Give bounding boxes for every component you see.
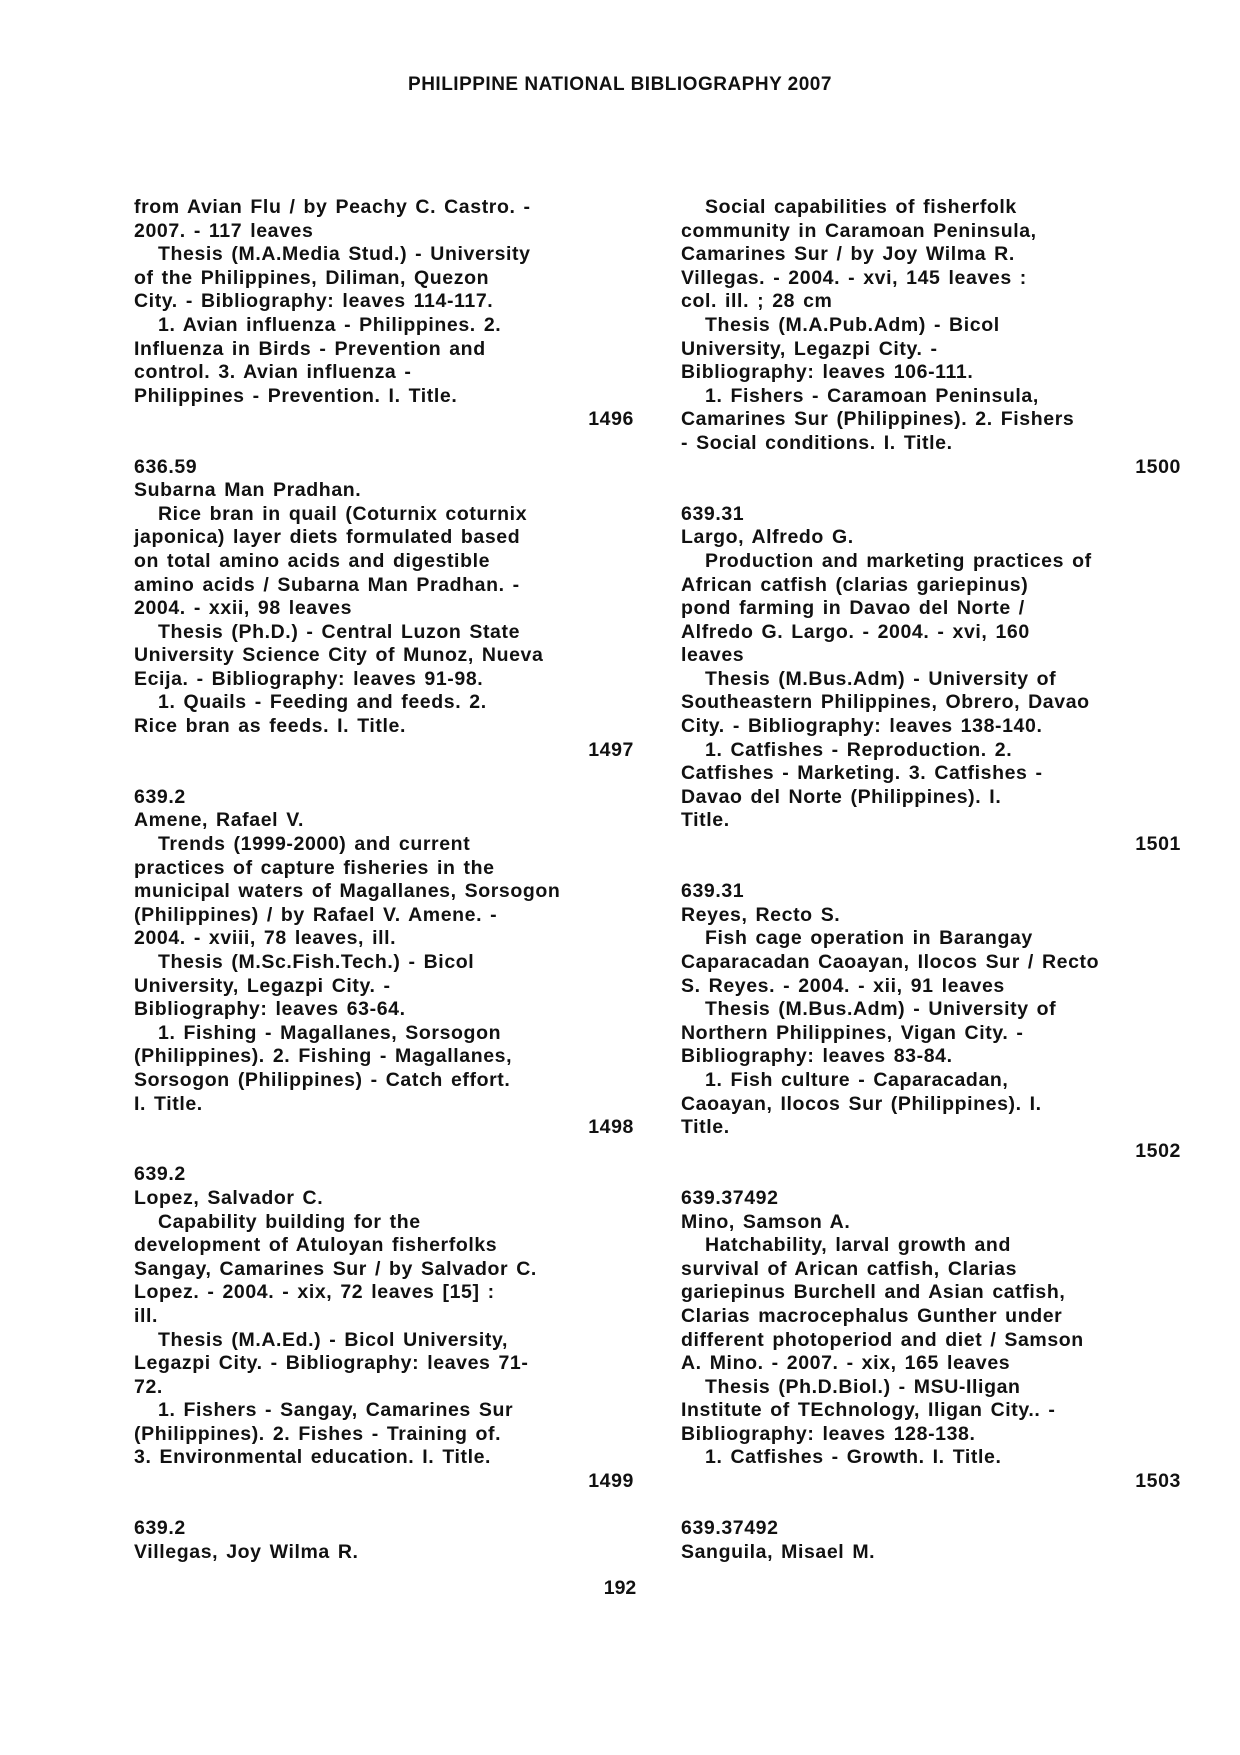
entry-line: 1. Fishers - Sangay, Camarines Sur (158, 1399, 514, 1422)
entry-line: Villegas. - 2004. - xvi, 145 leaves : (681, 266, 1027, 289)
entry-line: 72. (134, 1375, 163, 1398)
bibliography-entry (134, 1163, 634, 1493)
entry-line: 2004. - xxii, 98 leaves (134, 597, 353, 620)
entry-line: municipal waters of Magallanes, Sorsogon (134, 880, 561, 903)
entry-line: japonica) layer diets formulated based (134, 526, 521, 549)
entry-line: City. - Bibliography: leaves 114-117. (134, 290, 494, 313)
entry-line: Subarna Man Pradhan. (134, 479, 362, 502)
entry-number: 1498 (588, 1116, 634, 1139)
entry-line: Rice bran in quail (Coturnix coturnix (158, 502, 528, 525)
entry-line: 639.31 (681, 880, 745, 903)
entry-line: 639.2 (134, 1517, 186, 1540)
entry-line: Catfishes - Marketing. 3. Catfishes - (681, 762, 1043, 785)
entry-line: University, Legazpi City. - (681, 337, 938, 360)
page-header: PHILIPPINE NATIONAL BIBLIOGRAPHY 2007 (408, 74, 832, 95)
entry-line: Influenza in Birds - Prevention and (134, 337, 486, 360)
entry-line: Thesis (M.A.Pub.Adm) - Bicol (705, 313, 1000, 336)
entry-line: Thesis (Ph.D.Biol.) - MSU-Iligan (705, 1375, 1021, 1398)
entry-line: I. Title. (134, 1092, 203, 1115)
entry-line: City. - Bibliography: leaves 138-140. (681, 715, 1043, 738)
entry-number: 1502 (1135, 1139, 1181, 1162)
entry-line: ill. (134, 1304, 159, 1327)
entry-line: Thesis (M.A.Ed.) - Bicol University, (158, 1328, 508, 1351)
entry-line: Davao del Norte (Philippines). I. (681, 785, 1002, 808)
entry-line: Thesis (Ph.D.) - Central Luzon State (158, 620, 521, 643)
entry-line: Production and marketing practices of (705, 549, 1092, 572)
entry-line: Caoayan, Ilocos Sur (Philippines). I. (681, 1092, 1042, 1115)
entry-line: Camarines Sur (Philippines). 2. Fishers (681, 408, 1075, 431)
entry-line: Title. (681, 1116, 730, 1139)
bibliography-entry (681, 1187, 1181, 1494)
entry-line: 1. Quails - Feeding and feeds. 2. (158, 691, 487, 714)
entry-line: from Avian Flu / by Peachy C. Castro. - (134, 196, 531, 218)
entry-line: Northern Philippines, Vigan City. - (681, 1021, 1024, 1044)
entry-number: 1497 (588, 738, 634, 761)
entry-line: Southeastern Philippines, Obrero, Davao (681, 691, 1090, 714)
bibliography-entry (134, 196, 634, 432)
entry-line: (Philippines) / by Rafael V. Amene. - (134, 903, 498, 926)
entry-line: Bibliography: leaves 83-84. (681, 1045, 953, 1068)
entry-line: 639.37492 (681, 1517, 779, 1540)
entry-line: Sanguila, Misael M. (681, 1540, 876, 1563)
entry-line: control. 3. Avian influenza - (134, 361, 412, 384)
entry-line: 639.37492 (681, 1186, 779, 1209)
entry-line: 1. Catfishes - Reproduction. 2. (705, 738, 1013, 761)
entry-line: development of Atuloyan fisherfolks (134, 1234, 498, 1257)
entry-line: 3. Environmental education. I. Title. (134, 1446, 492, 1469)
entry-line: Villegas, Joy Wilma R. (134, 1540, 359, 1563)
entry-number: 1501 (1135, 833, 1181, 856)
entry-line: Thesis (M.Bus.Adm) - University of (705, 667, 1057, 690)
entry-line: Thesis (M.Bus.Adm) - University of (705, 998, 1057, 1021)
entry-line: 639.2 (134, 1163, 186, 1186)
entry-line: (Philippines). 2. Fishing - Magallanes, (134, 1045, 513, 1068)
entry-line: Reyes, Recto S. (681, 903, 841, 926)
entry-line: Sorsogon (Philippines) - Catch effort. (134, 1068, 511, 1091)
entry-line: Ecija. - Bibliography: leaves 91-98. (134, 667, 484, 690)
bibliography-entry (681, 1517, 1181, 1564)
entry-line: S. Reyes. - 2004. - xii, 91 leaves (681, 974, 1005, 997)
entry-line: Institute of TEchnology, Iligan City.. - (681, 1399, 1056, 1422)
right-column (681, 196, 1181, 1588)
entry-line: Rice bran as feeds. I. Title. (134, 715, 406, 738)
entry-line: Legazpi City. - Bibliography: leaves 71- (134, 1352, 529, 1375)
entry-line: Amene, Rafael V. (134, 809, 305, 832)
entry-line: community in Caramoan Peninsula, (681, 219, 1037, 242)
entry-line: Caparacadan Caoayan, Ilocos Sur / Recto (681, 951, 1100, 973)
entry-number: 1499 (588, 1470, 634, 1493)
entry-line: 636.59 (134, 455, 198, 478)
entry-line: Camarines Sur / by Joy Wilma R. (681, 243, 1015, 266)
entry-line: Trends (1999-2000) and current (158, 833, 471, 856)
entry-line: Hatchability, larval growth and (705, 1234, 1011, 1257)
entry-line: University, Legazpi City. - (134, 974, 391, 997)
entry-number: 1500 (1135, 455, 1181, 478)
entry-line: African catfish (clarias gariepinus) (681, 573, 1029, 596)
entry-number: 1503 (1135, 1470, 1181, 1493)
entry-line: 1. Fish culture - Caparacadan, (705, 1068, 1009, 1091)
entry-line: on total amino acids and digestible (134, 549, 491, 572)
entry-line: Lopez, Salvador C. (134, 1186, 324, 1209)
entry-line: Sangay, Camarines Sur / by Salvador C. (134, 1257, 537, 1280)
entry-line: gariepinus Burchell and Asian catfish, (681, 1281, 1066, 1304)
entry-line: Lopez. - 2004. - xix, 72 leaves [15] : (134, 1281, 495, 1304)
entry-line: Capability building for the (158, 1210, 421, 1233)
entry-line: Largo, Alfredo G. (681, 526, 854, 549)
entry-line: pond farming in Davao del Norte / (681, 597, 1025, 620)
left-column (134, 196, 634, 1588)
entry-line: Bibliography: leaves 128-138. (681, 1422, 976, 1445)
entry-line: 639.2 (134, 785, 186, 808)
entry-line: practices of capture fisheries in the (134, 856, 495, 879)
entry-line: - Social conditions. I. Title. (681, 431, 953, 454)
entry-line: different photoperiod and diet / Samson (681, 1328, 1084, 1351)
entry-line: 1. Fishers - Caramoan Peninsula, (705, 384, 1039, 407)
bibliography-entry (134, 786, 634, 1140)
entry-number: 1496 (588, 408, 634, 431)
entry-line: 1. Catfishes - Growth. I. Title. (705, 1446, 1002, 1469)
entry-line: amino acids / Subarna Man Pradhan. - (134, 573, 520, 596)
bibliography-entry (134, 1517, 634, 1564)
bibliography-entry (681, 503, 1181, 857)
entry-line: Fish cage operation in Barangay (705, 927, 1033, 950)
entry-line: 2007. - 117 leaves (134, 219, 314, 242)
entry-line: Philippines - Prevention. I. Title. (134, 384, 458, 407)
page-number: 192 (603, 1577, 637, 1599)
entry-line: 1. Avian influenza - Philippines. 2. (158, 313, 502, 336)
entry-line: leaves (681, 644, 745, 667)
entry-line: Social capabilities of fisherfolk (705, 196, 1017, 218)
entry-line: Clarias macrocephalus Gunther under (681, 1304, 1063, 1327)
entry-line: Bibliography: leaves 63-64. (134, 998, 406, 1021)
entry-line: 639.31 (681, 502, 745, 525)
entry-line: Bibliography: leaves 106-111. (681, 361, 974, 384)
entry-line: Alfredo G. Largo. - 2004. - xvi, 160 (681, 620, 1030, 643)
entry-line: survival of Arican catfish, Clarias (681, 1257, 1018, 1280)
entry-line: Thesis (M.Sc.Fish.Tech.) - Bicol (158, 951, 475, 973)
bibliography-entry (681, 196, 1181, 479)
entry-line: 1. Fishing - Magallanes, Sorsogon (158, 1021, 502, 1044)
entry-line: (Philippines). 2. Fishes - Training of. (134, 1422, 502, 1445)
entry-line: A. Mino. - 2007. - xix, 165 leaves (681, 1352, 1011, 1375)
entry-line: Mino, Samson A. (681, 1210, 851, 1233)
entry-line: 2004. - xviii, 78 leaves, ill. (134, 927, 397, 950)
entry-line: of the Philippines, Diliman, Quezon (134, 266, 490, 289)
entry-line: Thesis (M.A.Media Stud.) - University (158, 243, 531, 266)
entry-line: col. ill. ; 28 cm (681, 290, 833, 313)
bibliography-entry (134, 456, 634, 763)
entry-line: University Science City of Munoz, Nueva (134, 644, 544, 667)
entry-line: Title. (681, 809, 730, 832)
bibliography-entry (681, 880, 1181, 1163)
